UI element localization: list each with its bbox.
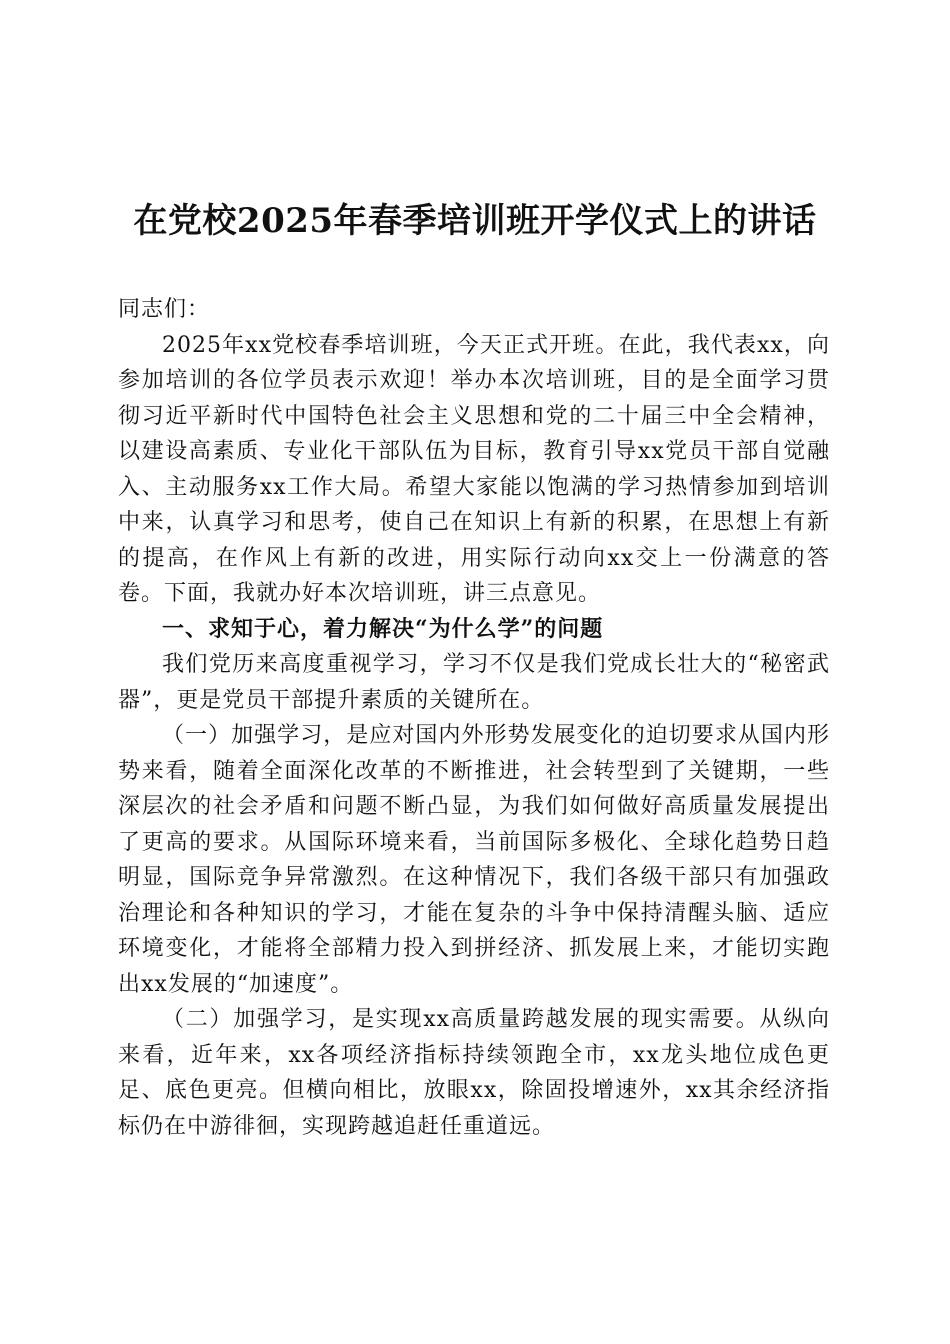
paragraph-point-1: （一）加强学习，是应对国内外形势发展变化的迫切要求从国内形势来看，随着全面深化改革的不断推进，社会转型到了关键期，一些深层次的社会矛盾和问题不断凸显，为我们如何做好高质量发展提出了更高的要求。从国际环境来看，当前国际多极化、全球化趋势日趋明显，国际竞争异常激烈。在这种情况下，我们各级干部只有加强政治理论和各种知识的学习，才能在复杂的斗争中保持清醒头脑、适应环境变化，才能将全部精力投入到拼经济、抓发展上来，才能切实跑出xx发展的“加速度”。 bbox=[118, 723, 830, 997]
paragraph-point-2: （二）加强学习，是实现xx高质量跨越发展的现实需要。从纵向来看，近年来，xx各项经济指标持续领跑全市，xx龙头地位成色更足、底色更亮。但横向相比，放眼xx，除固投增速外，xx其余经济指标仍在中游徘徊，实现跨越追赶任重道远。 bbox=[118, 1007, 830, 1139]
paragraph-section-intro: 我们党历来高度重视学习，学习不仅是我们党成长壮大的“秘密武器”，更是党员干部提升素质的关键所在。 bbox=[118, 652, 830, 713]
salutation: 同志们： bbox=[118, 297, 211, 322]
section-heading-1: 一、求知于心，着力解决“为什么学”的问题 bbox=[162, 615, 604, 642]
document-body bbox=[118, 292, 830, 1144]
paragraph-opening: 2025年xx党校春季培训班，今天正式开班。在此，我代表xx，向参加培训的各位学员表示欢迎！举办本次培训班，目的是全面学习贯彻习近平新时代中国特色社会主义思想和党的二十届三中全会精神，以建设高素质、专业化干部队伍为目标，教育引导xx党员干部自觉融入、主动服务xx工作大局。希望大家能以饱满的学习热情参加到培训中来，认真学习和思考，使自己在知识上有新的积累，在思想上有新的提高，在作风上有新的改进，用实际行动向xx交上一份满意的答卷。下面，我就办好本次培训班，讲三点意见。 bbox=[118, 332, 830, 606]
document-title: 在党校2025年春季培训班开学仪式上的讲话 bbox=[133, 201, 817, 241]
